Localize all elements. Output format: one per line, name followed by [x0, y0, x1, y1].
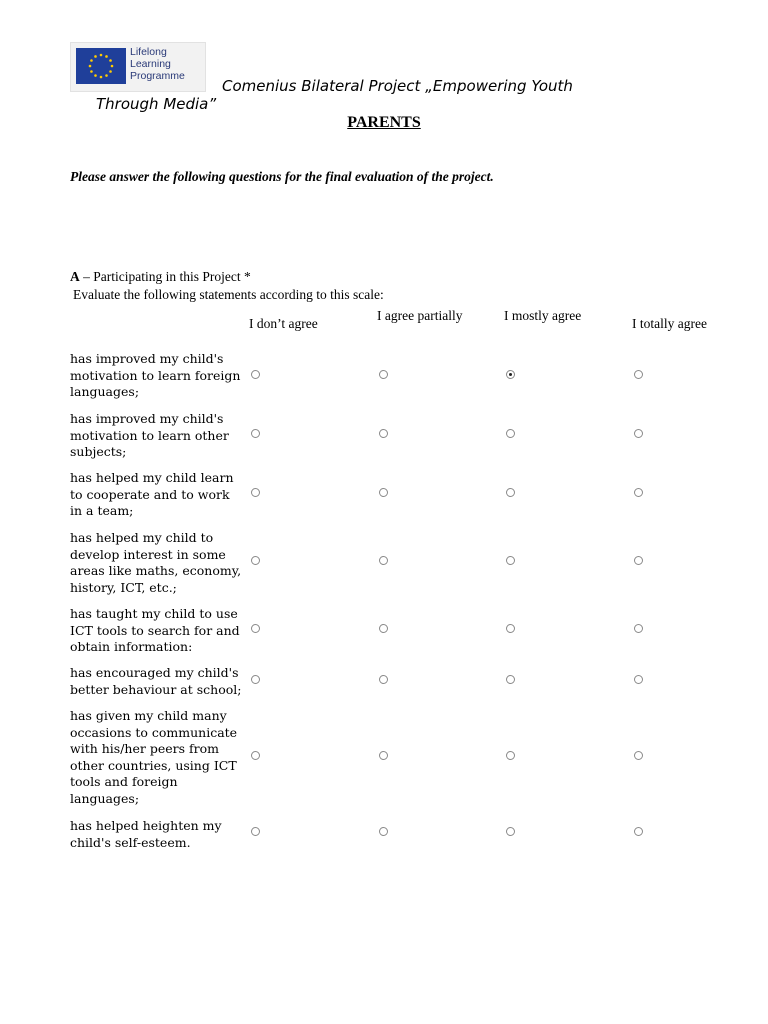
instruction-text: Please answer the following questions for the final evaluation of the project. [70, 169, 494, 184]
statement-text [70, 606, 242, 656]
eu-star-icon [109, 59, 112, 62]
statement-line: occasions to communicate [70, 724, 238, 740]
radio-option[interactable] [506, 370, 515, 379]
radio-option[interactable] [251, 827, 260, 836]
statement-line: in a team; [70, 503, 134, 518]
radio-option[interactable] [634, 751, 643, 760]
radio-option[interactable] [251, 488, 260, 497]
radio-option[interactable] [506, 675, 515, 684]
eu-star-icon [94, 74, 97, 77]
statement-line: has helped my child learn [70, 470, 234, 485]
statement-text [70, 530, 242, 596]
statement-text [70, 351, 242, 401]
eu-star-icon [90, 59, 93, 62]
statement-line: has improved my child's [70, 351, 224, 366]
radio-option[interactable] [506, 751, 515, 760]
statement-line: obtain information: [70, 639, 193, 654]
statement-line: better behaviour at school; [70, 681, 242, 697]
radio-option[interactable] [251, 675, 260, 684]
statement-line: tools and foreign [70, 774, 178, 789]
statement-line: has given my child many [70, 708, 227, 723]
statement-line: child's self-esteem. [70, 834, 191, 850]
lifelong-learning-logo [70, 42, 206, 92]
eu-star-icon [94, 55, 97, 58]
statement-line: has improved my child's [70, 411, 224, 426]
logo-text [130, 46, 206, 82]
radio-option[interactable] [506, 488, 515, 497]
radio-option[interactable] [506, 624, 515, 633]
logo-text-line: Lifelong [130, 46, 167, 58]
scale-header-mostly-agree: I mostly agree [504, 308, 582, 323]
radio-option[interactable] [506, 556, 515, 565]
section-letter: A [70, 269, 80, 284]
eu-star-icon [105, 55, 108, 58]
section-heading-text: – Participating in this Project * [79, 269, 251, 284]
statement-line: languages; [70, 384, 140, 399]
statement-line: develop interest in some [70, 546, 226, 562]
eu-star-icon [90, 70, 93, 73]
radio-option[interactable] [251, 429, 260, 438]
statement-line: has helped my child to [70, 530, 214, 545]
project-title-line2: Through Media” [96, 95, 217, 113]
eu-star-icon [100, 76, 103, 79]
radio-option[interactable] [251, 751, 260, 760]
radio-option[interactable] [379, 429, 388, 438]
scale-header-agree-partially: I agree partially [377, 308, 463, 323]
statement-line: motivation to learn foreign [70, 367, 241, 383]
radio-option[interactable] [379, 827, 388, 836]
eu-star-icon [105, 74, 108, 77]
radio-option[interactable] [379, 675, 388, 684]
radio-option[interactable] [634, 827, 643, 836]
statement-text [70, 470, 242, 520]
statement-line: with his/her peers from [70, 741, 219, 756]
logo-text-line: Programme [130, 70, 185, 82]
scale-header-totally-agree: I totally agree [632, 316, 707, 331]
statement-line: other countries, using ICT [70, 757, 237, 773]
eu-star-icon [109, 70, 112, 73]
radio-option[interactable] [634, 429, 643, 438]
statement-line: motivation to learn other [70, 427, 229, 443]
radio-option[interactable] [634, 556, 643, 565]
statement-line: to cooperate and to work [70, 486, 230, 502]
radio-option[interactable] [379, 488, 388, 497]
radio-option[interactable] [379, 624, 388, 633]
project-title-line1: Comenius Bilateral Project „Empowering Youth [222, 77, 573, 95]
page-title: PARENTS [347, 114, 421, 131]
logo-text-line: Learning [130, 58, 171, 70]
eu-star-icon [89, 65, 92, 68]
radio-option[interactable] [634, 675, 643, 684]
radio-option[interactable] [379, 370, 388, 379]
eu-flag-icon [76, 48, 126, 84]
statement-line: languages; [70, 790, 140, 806]
section-heading [70, 269, 251, 285]
scale-note: Evaluate the following statements according to this scale: [73, 287, 384, 302]
statement-text [70, 708, 242, 807]
statement-text [70, 665, 242, 698]
radio-option[interactable] [506, 429, 515, 438]
scale-header-dont-agree: I don’t agree [249, 316, 318, 331]
radio-option[interactable] [379, 556, 388, 565]
statement-line: ICT tools to search for and [70, 622, 240, 638]
radio-option[interactable] [251, 624, 260, 633]
eu-star-icon [111, 65, 114, 68]
statement-line: has taught my child to use [70, 606, 238, 621]
statement-line: has encouraged my child's [70, 665, 239, 680]
radio-option[interactable] [634, 488, 643, 497]
eu-star-icon [100, 54, 103, 57]
statement-text [70, 411, 242, 461]
radio-option[interactable] [379, 751, 388, 760]
statement-line: has helped heighten my [70, 818, 222, 833]
statement-line: history, ICT, etc.; [70, 579, 177, 595]
radio-option[interactable] [251, 370, 260, 379]
statement-text [70, 818, 242, 851]
radio-option[interactable] [634, 624, 643, 633]
statement-line: areas like maths, economy, [70, 563, 242, 578]
radio-option[interactable] [634, 370, 643, 379]
radio-option[interactable] [251, 556, 260, 565]
statement-line: subjects; [70, 444, 127, 459]
radio-option[interactable] [506, 827, 515, 836]
